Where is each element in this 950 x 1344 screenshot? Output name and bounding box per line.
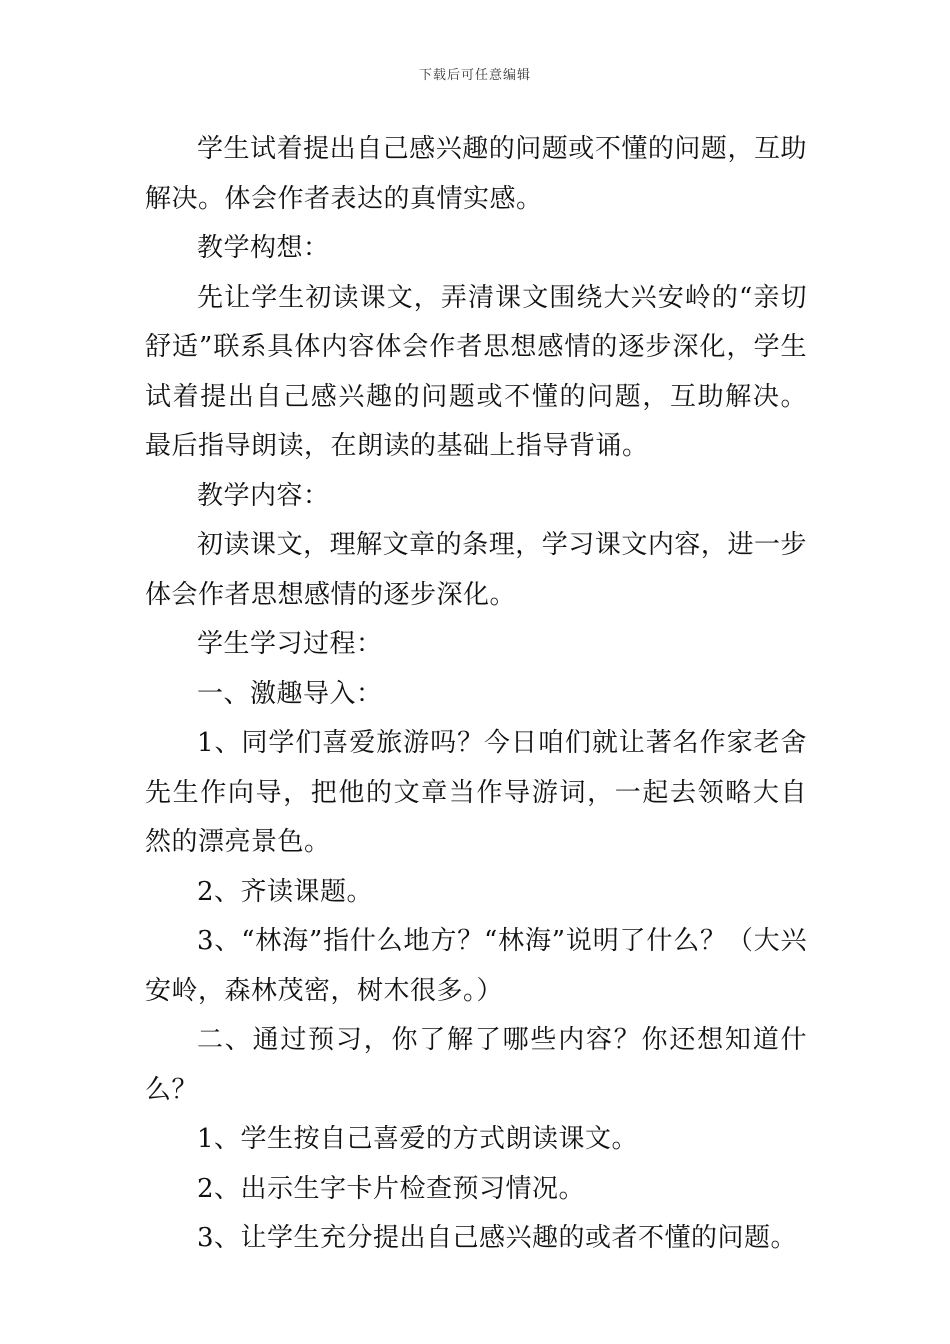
section-heading: 学生学习过程：: [197, 629, 383, 659]
step-heading: 一、激趣导入：: [197, 678, 383, 709]
section-heading: 教学构想：: [197, 233, 330, 263]
page-header-note: 下载后可任意编辑: [418, 68, 531, 83]
section-heading: 教学内容：: [197, 480, 330, 511]
list-item: 1、同学们喜爱旅游吗？今日咱们就让著名作家老舍先生作向导，把他的文章当作导游词，一起去领略大自然的漂亮景色。: [145, 728, 807, 857]
paragraph: 初读课文，理解文章的条理，学习课文内容，进一步体会作者思想感情的逐步深化。: [145, 530, 807, 610]
document-body: [145, 125, 807, 1264]
list-item: 3、让学生充分提出自己感兴趣的或者不懂的问题。: [197, 1223, 798, 1253]
paragraph: 学生试着提出自己感兴趣的问题或不懂的问题，互助解决。体会作者表达的真情实感。: [145, 134, 807, 214]
step-heading: 二、通过预习，你了解了哪些内容？你还想知道什么？: [145, 1025, 807, 1105]
list-item: 3、“林海”指什么地方？“林海”说明了什么？（大兴安岭，森林茂密，树木很多。）: [145, 926, 807, 1006]
list-item: 1、学生按自己喜爱的方式朗读课文。: [197, 1124, 639, 1154]
paragraph: 先让学生初读课文，弄清课文围绕大兴安岭的“亲切舒适”联系具体内容体会作者思想感情的逐步深化，学生试着提出自己感兴趣的问题或不懂的问题，互助解决。最后指导朗读，在朗读的基础上指导背诵。: [145, 282, 807, 461]
list-item: 2、齐读课题。: [197, 876, 374, 907]
list-item: 2、出示生字卡片检查预习情况。: [197, 1173, 586, 1204]
